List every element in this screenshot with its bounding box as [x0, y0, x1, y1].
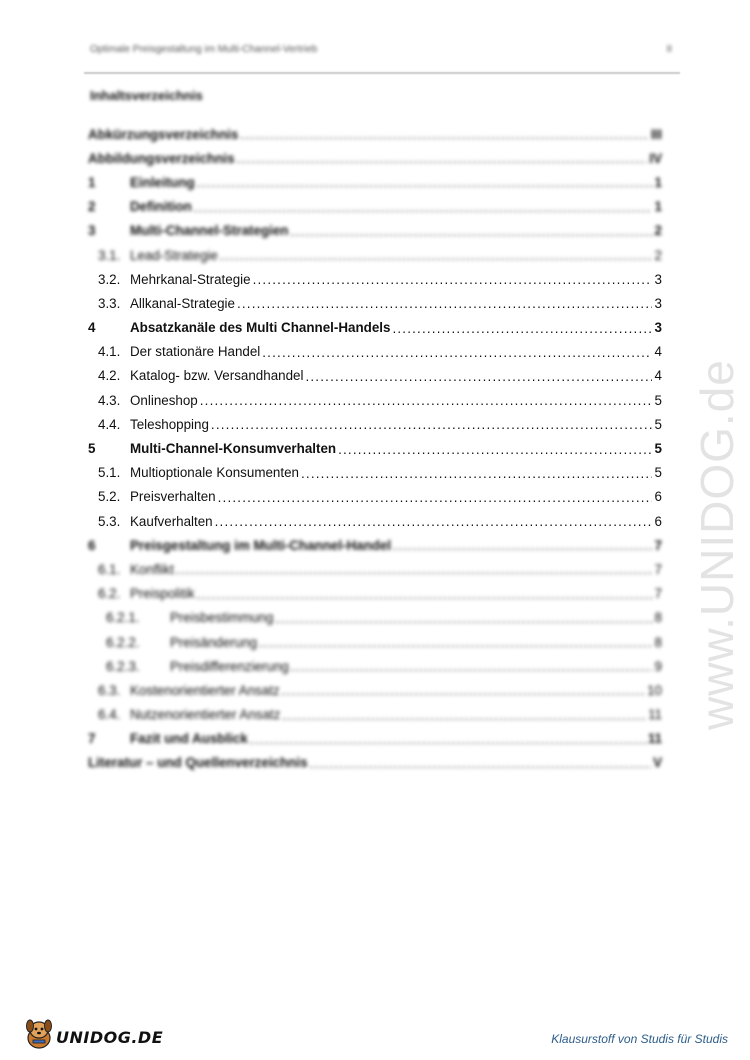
toc-entry-title: Katalog- bzw. Versandhandel	[130, 368, 304, 384]
toc-entry[interactable]	[88, 170, 662, 194]
toc-entry-page: IV	[649, 150, 662, 166]
toc-dot-leader	[220, 249, 652, 263]
toc-entry-page: 5	[654, 441, 662, 457]
toc-entry-page: 1	[654, 199, 662, 215]
toc-entry-title: Fazit und Ausblick	[130, 731, 248, 747]
toc-entry-page: 3	[654, 295, 662, 311]
toc-entry-page: 11	[647, 731, 662, 747]
page-header	[90, 40, 680, 60]
toc-entry-title: Preisdifferenzierung	[170, 658, 289, 674]
toc-entry-page: 3	[654, 271, 662, 287]
watermark: www.UNIDOG.de	[691, 359, 743, 730]
toc-entry-number: 4.2.	[98, 368, 121, 384]
toc-dot-leader	[282, 709, 646, 723]
toc-dot-leader	[305, 370, 652, 384]
toc-entry-page: 6	[654, 489, 662, 505]
toc-entry-title: Multi-Channel-Konsumverhalten	[130, 441, 337, 457]
unidog-logo	[22, 1016, 164, 1052]
toc-dot-leader	[310, 757, 652, 771]
toc-entry-page: 5	[654, 392, 662, 408]
header-title: Optimale Preisgestaltung im Multi-Channel-Vertrieb	[90, 44, 318, 55]
toc-dot-leader	[215, 515, 652, 529]
toc-entry-number: 3.2.	[98, 271, 121, 287]
toc-entry-title: Kaufverhalten	[130, 513, 213, 529]
toc-dot-leader	[290, 225, 652, 239]
toc-entry[interactable]	[88, 146, 662, 170]
toc-dot-leader	[237, 152, 648, 166]
toc-entry-page: 2	[654, 223, 662, 239]
toc-entry[interactable]	[88, 291, 662, 315]
toc-entry-number: 6.2.3.	[106, 658, 140, 674]
toc-entry[interactable]	[88, 727, 662, 751]
toc-entry-number: 5.3.	[98, 513, 121, 529]
toc-entry[interactable]	[88, 412, 662, 436]
toc-entry-number: 5.1.	[98, 465, 121, 481]
toc-entry-page: 9	[654, 658, 662, 674]
toc-entry[interactable]	[88, 340, 662, 364]
toc-entry-page: 2	[654, 247, 662, 263]
toc-dot-leader	[253, 273, 652, 287]
toc-entry-number: 1	[88, 174, 96, 190]
toc-entry-title: Nutzenorientierter Ansatz	[130, 707, 281, 723]
toc-entry-number: 4.3.	[98, 392, 121, 408]
toc-entry-number: 6.2.	[98, 586, 121, 602]
toc-entry-number: 4.4.	[98, 416, 121, 432]
toc-entry[interactable]	[88, 678, 662, 702]
toc-entry-title: Lead-Strategie	[130, 247, 218, 263]
toc-dot-leader	[194, 201, 652, 215]
toc-entry-title: Abkürzungsverzeichnis	[88, 126, 239, 142]
toc-entry[interactable]	[88, 630, 662, 654]
toc-entry[interactable]	[88, 582, 662, 606]
toc-entry-number: 7	[88, 731, 96, 747]
toc-entry-number: 2	[88, 199, 96, 215]
toc-entry-number: 4.1.	[98, 344, 121, 360]
toc-entry-number: 6.2.2.	[106, 634, 140, 650]
toc-entry-page: 7	[654, 537, 662, 553]
toc-entry[interactable]	[88, 485, 662, 509]
toc-entry[interactable]	[88, 364, 662, 388]
toc-dot-leader	[392, 322, 652, 336]
toc-entry[interactable]	[88, 533, 662, 557]
toc-entry-title: Konflikt	[130, 561, 174, 577]
toc-entry-title: Der stationäre Handel	[130, 344, 261, 360]
toc-entry-page: 7	[654, 586, 662, 602]
toc-dot-leader	[197, 176, 652, 190]
toc-entry-page: III	[650, 126, 662, 142]
toc-dot-leader	[275, 612, 652, 626]
toc-entry-title: Teleshopping	[130, 416, 209, 432]
toc-entry-number: 6.2.1.	[106, 610, 140, 626]
toc-dot-leader	[301, 467, 652, 481]
toc-entry[interactable]	[88, 703, 662, 727]
toc-dot-leader	[262, 346, 652, 360]
toc-dot-leader	[176, 563, 652, 577]
toc-entry[interactable]	[88, 654, 662, 678]
toc-dot-leader	[237, 297, 652, 311]
toc-entry-page: 3	[654, 320, 662, 336]
toc-entry-title: Kostenorientierter Ansatz	[130, 682, 280, 698]
table-of-contents	[88, 122, 662, 775]
toc-entry-title: Definition	[130, 199, 192, 215]
toc-entry-number: 5	[88, 441, 96, 457]
toc-entry-page: 5	[654, 465, 662, 481]
toc-entry-title: Preispolitik	[130, 586, 195, 602]
toc-entry-title: Literatur – und Quellenverzeichnis	[88, 755, 308, 771]
toc-dot-leader	[211, 418, 652, 432]
toc-dot-leader	[393, 539, 652, 553]
toc-dot-leader	[197, 588, 652, 602]
toc-entry-title: Multioptionale Konsumenten	[130, 465, 299, 481]
toc-entry[interactable]	[88, 461, 662, 485]
toc-entry-number: 6.3.	[98, 682, 121, 698]
toc-entry[interactable]	[88, 388, 662, 412]
toc-dot-leader	[259, 636, 652, 650]
toc-entry-title: Allkanal-Strategie	[130, 295, 235, 311]
toc-dot-leader	[240, 128, 649, 142]
toc-entry[interactable]	[88, 316, 662, 340]
header-divider	[84, 72, 680, 74]
toc-entry-number: 6.1.	[98, 561, 121, 577]
toc-entry-page: 6	[654, 513, 662, 529]
toc-entry[interactable]	[88, 557, 662, 581]
header-page-number: II	[666, 44, 672, 55]
toc-entry-title: Mehrkanal-Strategie	[130, 271, 251, 287]
toc-entry-page: 4	[654, 344, 662, 360]
toc-entry[interactable]	[88, 509, 662, 533]
toc-entry-page: 7	[654, 561, 662, 577]
toc-entry-page: 4	[654, 368, 662, 384]
toc-heading: Inhaltsverzeichnis	[90, 88, 203, 103]
toc-entry-number: 5.2.	[98, 489, 121, 505]
toc-entry-page: V	[653, 755, 662, 771]
toc-entry[interactable]	[88, 243, 662, 267]
toc-entry-title: Preisbestimmung	[170, 610, 274, 626]
toc-entry-title: Abbildungsverzeichnis	[88, 150, 235, 166]
toc-dot-leader	[338, 443, 652, 457]
toc-dot-leader	[218, 491, 652, 505]
toc-entry[interactable]	[88, 606, 662, 630]
toc-entry-page: 5	[654, 416, 662, 432]
dog-mascot-icon	[22, 1016, 56, 1052]
toc-entry-number: 6.4.	[98, 707, 121, 723]
toc-dot-leader	[282, 684, 645, 698]
toc-entry-number: 3.3.	[98, 295, 121, 311]
logo-text: UNIDOG.DE	[56, 1028, 164, 1047]
toc-entry-page: 1	[654, 174, 662, 190]
toc-entry-title: Onlineshop	[130, 392, 198, 408]
toc-dot-leader	[291, 660, 652, 674]
toc-dot-leader	[200, 394, 652, 408]
toc-entry-title: Preisverhalten	[130, 489, 216, 505]
toc-dot-leader	[250, 733, 646, 747]
toc-entry-page: 8	[654, 634, 662, 650]
toc-entry[interactable]	[88, 267, 662, 291]
footer-slogan: Klausurstoff von Studis für Studis	[551, 1032, 728, 1046]
toc-entry-title: Absatzkanäle des Multi Channel-Handels	[130, 320, 391, 336]
toc-entry-page: 10	[647, 682, 662, 698]
toc-entry-number: 4	[88, 320, 96, 336]
toc-entry-number: 3	[88, 223, 96, 239]
toc-entry[interactable]	[88, 219, 662, 243]
toc-entry-title: Einleitung	[130, 174, 195, 190]
toc-entry[interactable]	[88, 751, 662, 775]
toc-entry-title: Preisänderung	[170, 634, 258, 650]
toc-entry[interactable]	[88, 122, 662, 146]
toc-entry-page: 8	[654, 610, 662, 626]
toc-entry[interactable]	[88, 195, 662, 219]
toc-entry-page: 11	[648, 707, 662, 723]
toc-entry-title: Multi-Channel-Strategien	[130, 223, 289, 239]
toc-entry[interactable]	[88, 436, 662, 460]
toc-entry-number: 3.1.	[98, 247, 121, 263]
toc-entry-title: Preisgestaltung im Multi-Channel-Handel	[130, 537, 392, 553]
toc-entry-number: 6	[88, 537, 96, 553]
